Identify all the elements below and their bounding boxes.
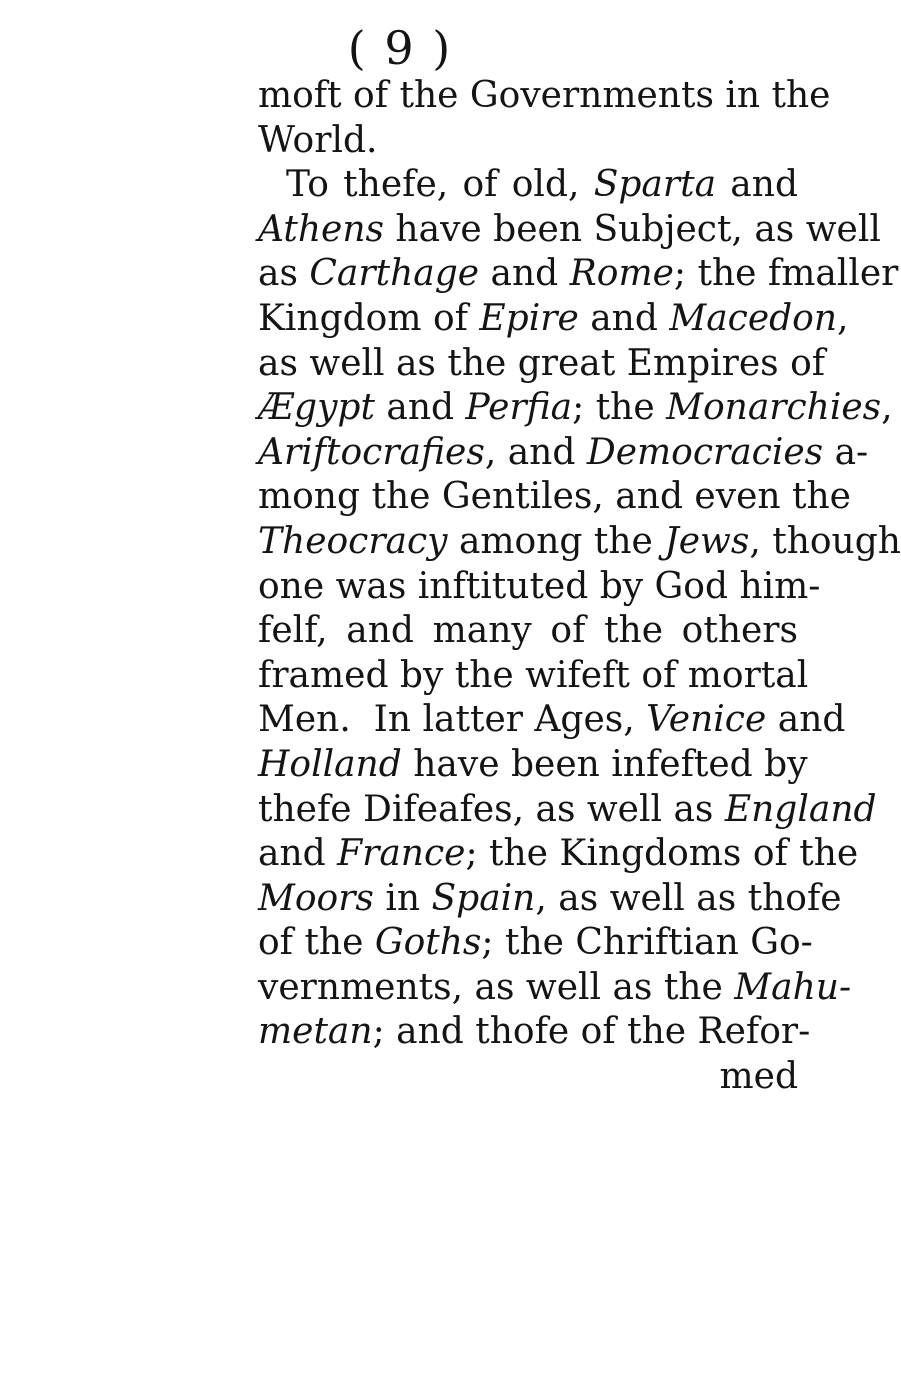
text-run: framed by the wifeft of mortal [258,654,809,696]
text-run: one was inftituted by God him- [258,565,821,607]
italic-text: Epire [479,297,579,339]
text-line [258,386,893,431]
text-line [258,966,852,1011]
text-line [258,654,809,699]
text-run: among the [447,520,665,562]
text-run: and [374,387,466,429]
italic-text: Rome [569,253,674,295]
text-line [258,342,826,387]
text-run: in [373,877,432,919]
text-run: and [578,297,670,339]
text-run: a- [823,431,869,473]
text-line [258,565,821,610]
text-line [258,743,808,788]
italic-text: Ægypt [258,387,375,429]
text-run: , [837,297,849,339]
text-run: have been infefted by [401,743,808,785]
text-line [258,208,881,253]
text-run: , and [484,431,587,473]
text-line [258,520,901,565]
text-run: med [719,1056,798,1098]
italic-text: Sparta [593,164,717,206]
italic-text: Venice [646,699,767,741]
text-run: moft of the Governments in the [258,75,831,116]
text-run: To thefe, of old, [286,164,594,206]
text-run: ; the fmaller [673,253,899,295]
italic-text: Holland [258,743,402,785]
italic-text: metan [258,1011,373,1053]
italic-text: Democracies [586,431,824,473]
text-run: and [479,253,570,295]
text-run: mong the Gentiles, and even the [258,476,851,518]
text-run: vernments, as well as the [258,966,735,1008]
text-line [258,921,813,966]
text-run: ; the Chriftian Go- [481,922,813,964]
text-run: , as well as thofe [535,877,842,919]
text-run: World. [258,119,378,161]
italic-text: Ariftocrafies [258,431,485,473]
text-line [258,877,842,922]
text-run: as well as the great Empires of [258,342,826,384]
italic-text: Goths [374,922,482,964]
text-line [258,698,846,743]
text-line [258,475,851,520]
text-run: have been Subject, as well [383,208,881,250]
text-line [258,788,877,833]
text-run: and [258,833,338,875]
text-line [258,609,798,654]
italic-text: France [337,833,466,875]
text-run: and [716,164,799,206]
page-number: ( 9 ) [347,21,453,75]
text-line [258,832,859,877]
text-line [258,1010,811,1055]
italic-text: Moors [258,877,374,919]
text-run: felf, and many of the others [258,610,798,652]
text-run: ; the [572,387,667,429]
text-run: Kingdom of [258,297,480,339]
catchword [258,1055,798,1100]
text-run: and [766,699,846,741]
text-run: thefe Difeafes, as well as [258,788,725,830]
italic-text: England [724,788,877,830]
text-line [258,431,869,476]
italic-text: Macedon [669,297,838,339]
italic-text: Mahu- [734,966,852,1008]
text-run: , [881,387,893,429]
italic-text: Monarchies [666,387,882,429]
text-line [258,297,849,342]
italic-text: Carthage [309,253,480,295]
italic-text: Athens [258,208,384,250]
text-line [258,74,831,119]
body-text [258,74,901,1100]
text-run: of the [258,922,375,964]
text-run: ; and thofe of the Refor- [372,1011,811,1053]
italic-text: Theocracy [258,520,448,562]
text-line [258,119,798,164]
italic-text: Spain [431,877,536,919]
italic-text: Jews [664,520,750,562]
italic-text: Perfia [465,387,573,429]
text-line [258,163,798,208]
text-run: ; the Kingdoms of the [465,833,859,875]
text-run: as [258,253,310,295]
text-run: Men. In latter Ages, [258,699,647,741]
text-run: , though [749,520,901,562]
text-line [258,252,899,297]
